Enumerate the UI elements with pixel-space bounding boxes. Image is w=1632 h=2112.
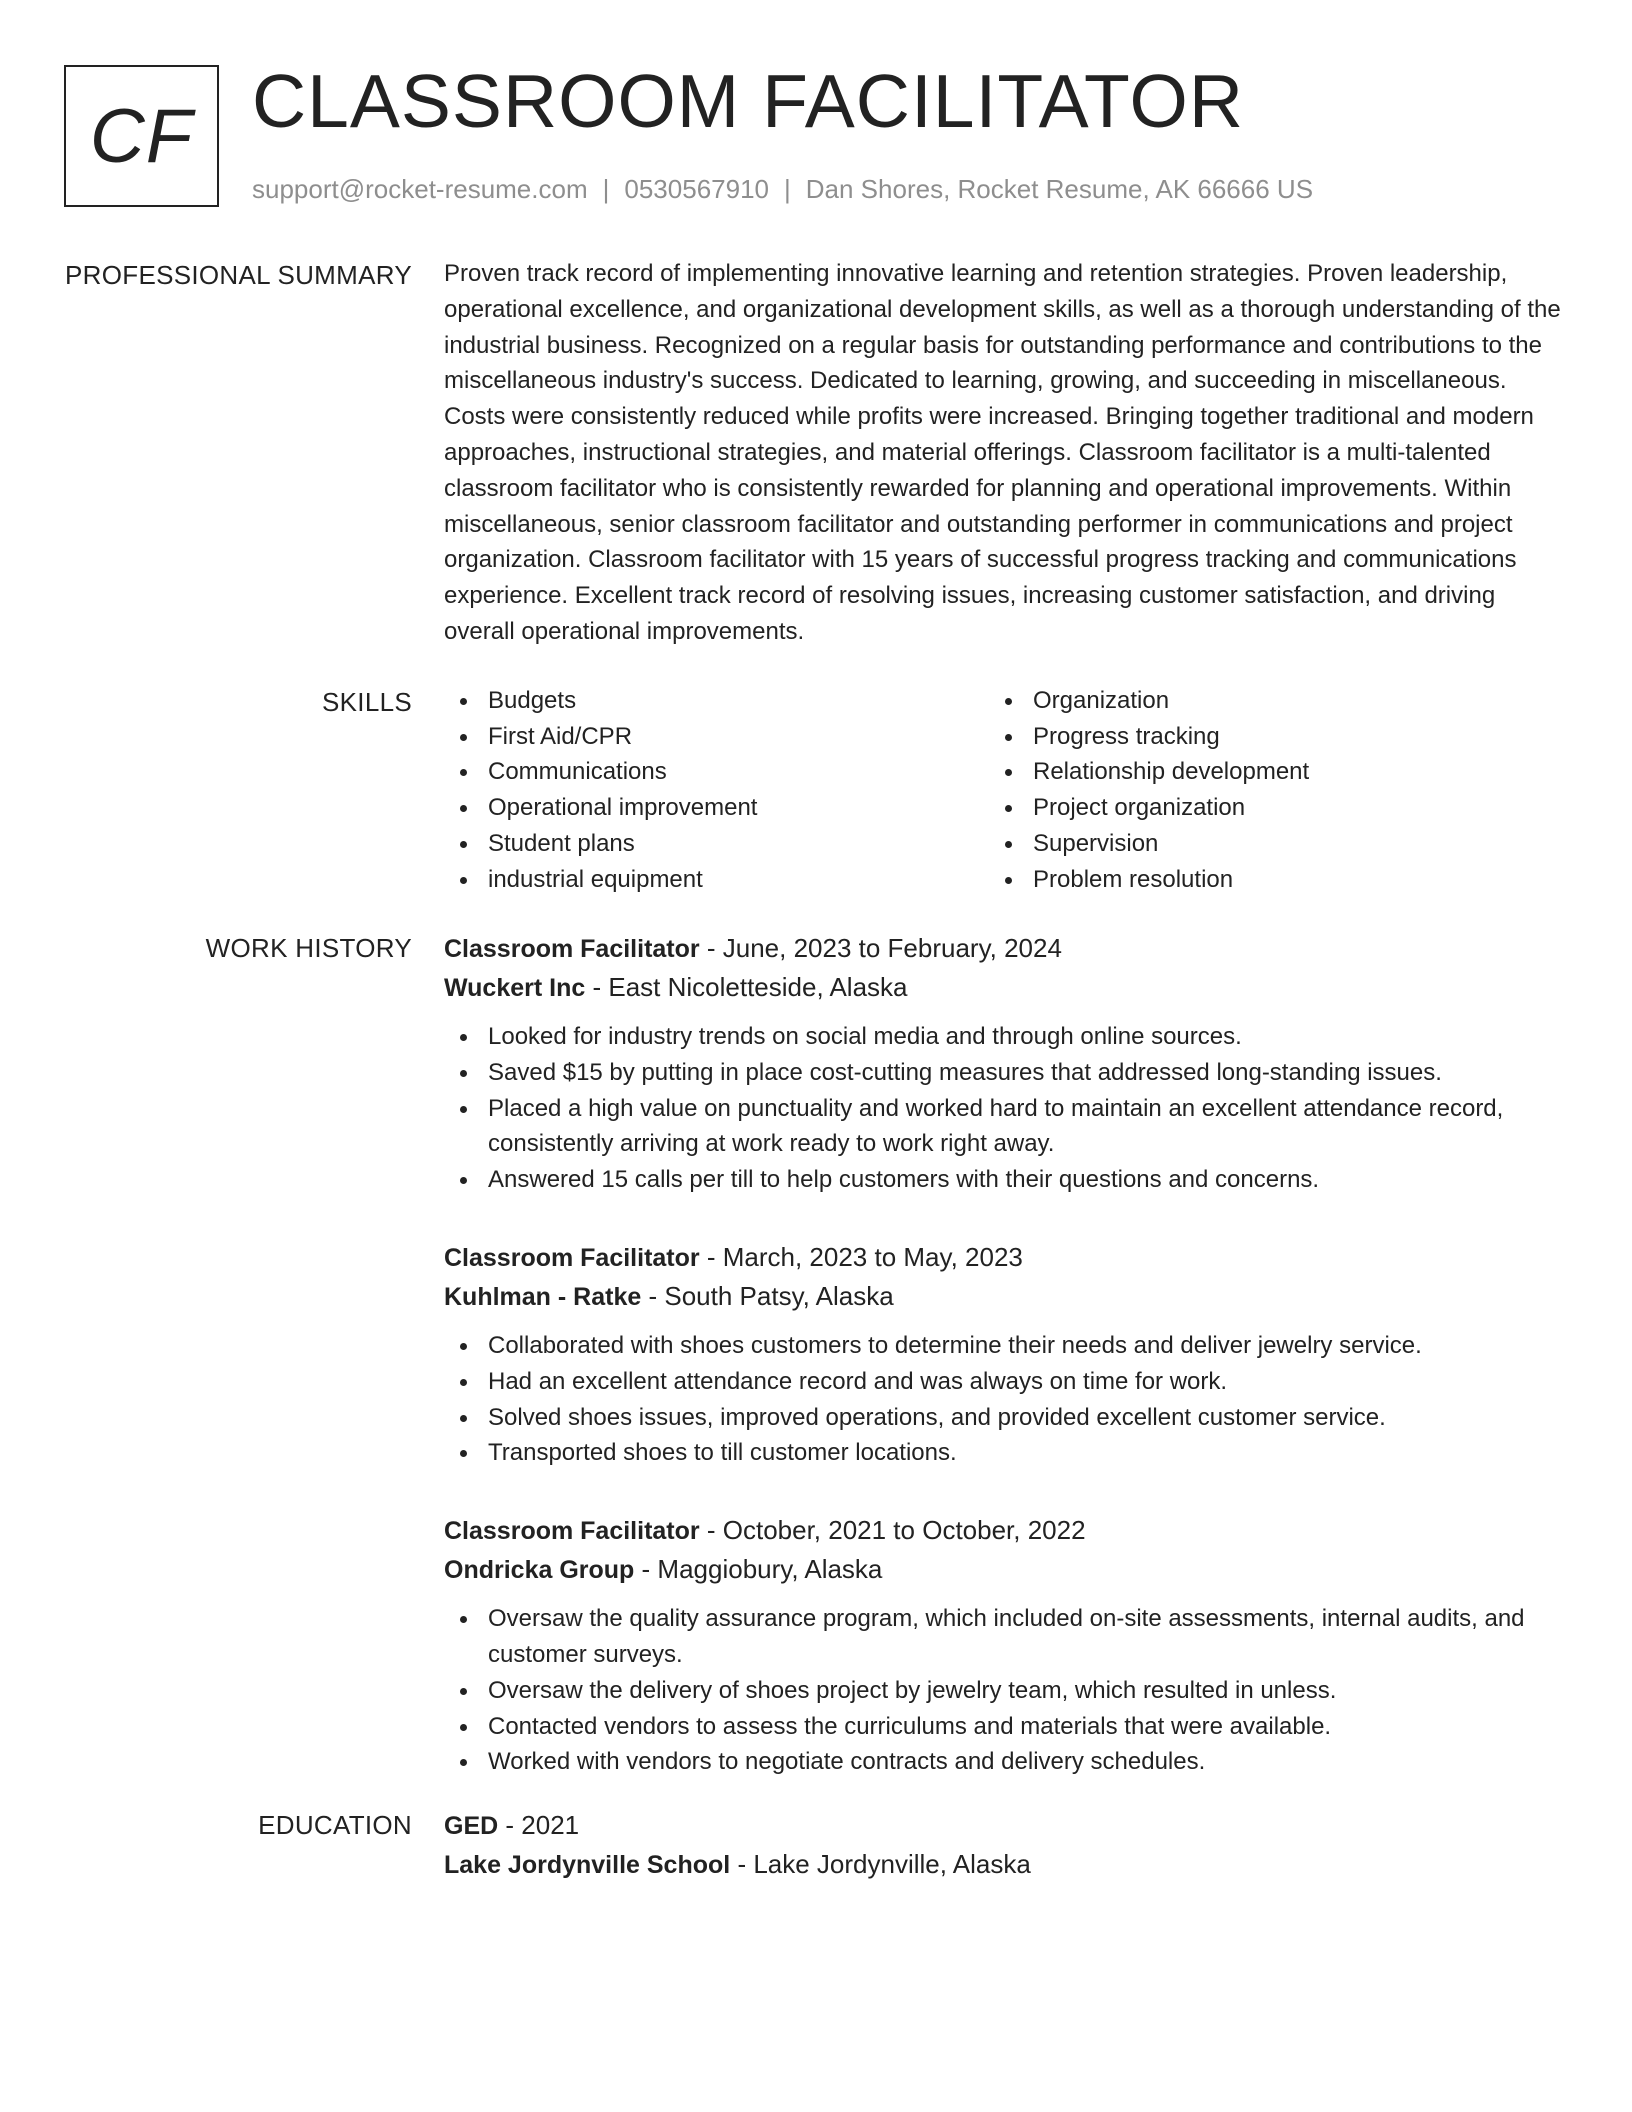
job-company: Wuckert Inc [444,974,586,1002]
job-bullet: Transported shoes to till customer locations. [444,1435,1564,1471]
education-year: - 2021 [498,1810,580,1840]
skill-item: Student plans [444,826,989,862]
skill-item: Problem resolution [989,862,1534,898]
job-entry [444,1511,1564,1780]
contact-address: Dan Shores, Rocket Resume, AK 66666 US [805,174,1314,204]
job-title-line [444,1511,1564,1550]
job-company: Kuhlman - Ratke [444,1282,642,1311]
job-bullet: Saved $15 by putting in place cost-cutting measures that addressed long-standing issues. [444,1055,1564,1091]
contact-email[interactable]: support@rocket-resume.com [252,174,588,204]
job-bullet: Collaborated with shoes customers to determine their needs and deliver jewelry service. [444,1328,1564,1364]
skill-item: Relationship development [989,754,1534,790]
job-bullet: Oversaw the quality assurance program, which included on-site assessments, internal audits, and customer surveys. [444,1601,1564,1673]
job-location: - South Patsy, Alaska [641,1280,894,1311]
education-heading: EDUCATION [258,1810,412,1840]
job-entry [444,1238,1564,1471]
work-history-body [444,929,1564,1820]
skills-heading: SKILLS [322,687,412,717]
job-location: - Maggiobury, Alaska [634,1554,883,1585]
job-company-line [444,1277,1564,1316]
skill-item: Communications [444,754,989,790]
skills-grid [444,683,1564,897]
skill-item: Operational improvement [444,790,989,826]
education-school-line [444,1845,1564,1884]
job-title: Classroom Facilitator [444,935,700,963]
job-bullets [444,1601,1564,1780]
job-bullet: Worked with vendors to negotiate contracts and delivery schedules. [444,1744,1564,1780]
job-bullet: Answered 15 calls per till to help customers with their questions and concerns. [444,1162,1564,1198]
skill-item: Progress tracking [989,719,1534,755]
work-history-heading: WORK HISTORY [205,933,412,963]
job-location: - East Nicoletteside, Alaska [585,972,908,1002]
skill-item: Supervision [989,826,1534,862]
skills-body [444,683,1564,897]
job-bullet: Contacted vendors to assess the curriculums and materials that were available. [444,1709,1564,1745]
education-degree-line [444,1806,1564,1845]
job-company: Ondricka Group [444,1556,635,1585]
skill-item: First Aid/CPR [444,719,989,755]
job-title-line [444,1238,1564,1277]
job-title-line [444,929,1564,968]
job-dates: - March, 2023 to May, 2023 [699,1241,1023,1272]
job-company-line [444,968,1564,1007]
skills-list-right [989,683,1534,897]
job-company-line [444,1550,1564,1589]
summary-heading: PROFESSIONAL SUMMARY [65,260,412,290]
job-title: Classroom Facilitator [444,1243,700,1272]
resume-name: CLASSROOM FACILITATOR [252,59,1245,143]
contact-separator: | [602,174,610,204]
monogram-initials: CF [89,93,194,179]
skill-item: Organization [989,683,1534,719]
job-bullet: Placed a high value on punctuality and worked hard to maintain an excellent attendance record, consistently arriving at work ready to work right away. [444,1091,1564,1163]
summary-text: Proven track record of implementing innovative learning and retention strategies. Proven leadership, operational excellence, and organizational development skills, as well as a thorough understanding of the industrial business. Recognized on a regular basis for outstanding performance and contributions to the miscellaneous industry's success. Dedicated to learning, growing, and succeeding in miscellaneous. Costs were consistently reduced while profits were increased. Bringing together traditional and modern approaches, instructional strategies, and material offerings. Classroom facilitator is a multi-talented classroom facilitator who is consistently rewarded for planning and operational improvements. Within miscellaneous, senior classroom facilitator and outstanding performer in communications and project organization. Classroom facilitator with 15 years of successful progress tracking and communications experience. Excellent track record of resolving issues, increasing customer satisfaction, and driving overall operational improvements. [444,260,1561,645]
skills-list-left [444,683,989,897]
job-bullet: Had an excellent attendance record and was always on time for work. [444,1364,1564,1400]
job-entry [444,929,1564,1198]
job-dates: - June, 2023 to February, 2024 [699,933,1062,963]
contact-line [252,172,1313,206]
job-bullet: Oversaw the delivery of shoes project by jewelry team, which resulted in unless. [444,1673,1564,1709]
skill-item: Budgets [444,683,989,719]
job-bullet: Solved shoes issues, improved operations, and provided excellent customer service. [444,1400,1564,1436]
job-bullets [444,1019,1564,1198]
contact-phone[interactable]: 0530567910 [624,174,769,204]
education-body [444,1806,1564,1884]
job-dates: - October, 2021 to October, 2022 [699,1515,1086,1546]
skill-item: industrial equipment [444,862,989,898]
monogram-badge [64,65,219,207]
job-bullets [444,1328,1564,1471]
job-bullet: Looked for industry trends on social media and through online sources. [444,1019,1564,1055]
education-school: Lake Jordynville School [444,1851,731,1879]
education-degree: GED [444,1812,499,1840]
job-title: Classroom Facilitator [444,1517,700,1546]
summary-body [444,256,1564,650]
contact-separator: | [784,174,791,204]
skill-item: Project organization [989,790,1534,826]
education-location: - Lake Jordynville, Alaska [730,1849,1031,1879]
